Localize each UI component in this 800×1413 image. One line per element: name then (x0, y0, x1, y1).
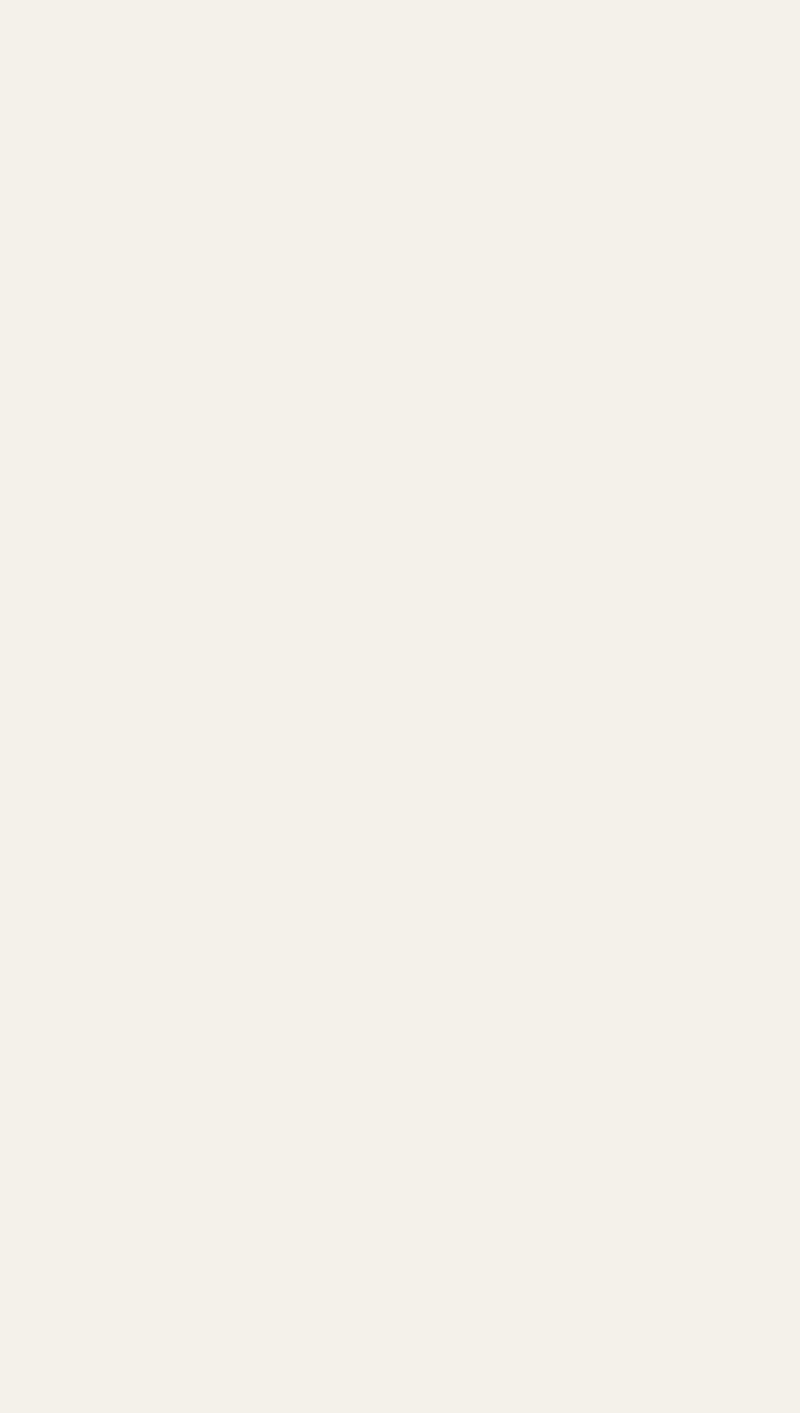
temperature-chart (230, 448, 554, 792)
page-header (50, 57, 750, 81)
temperature-chart-svg (230, 448, 554, 792)
